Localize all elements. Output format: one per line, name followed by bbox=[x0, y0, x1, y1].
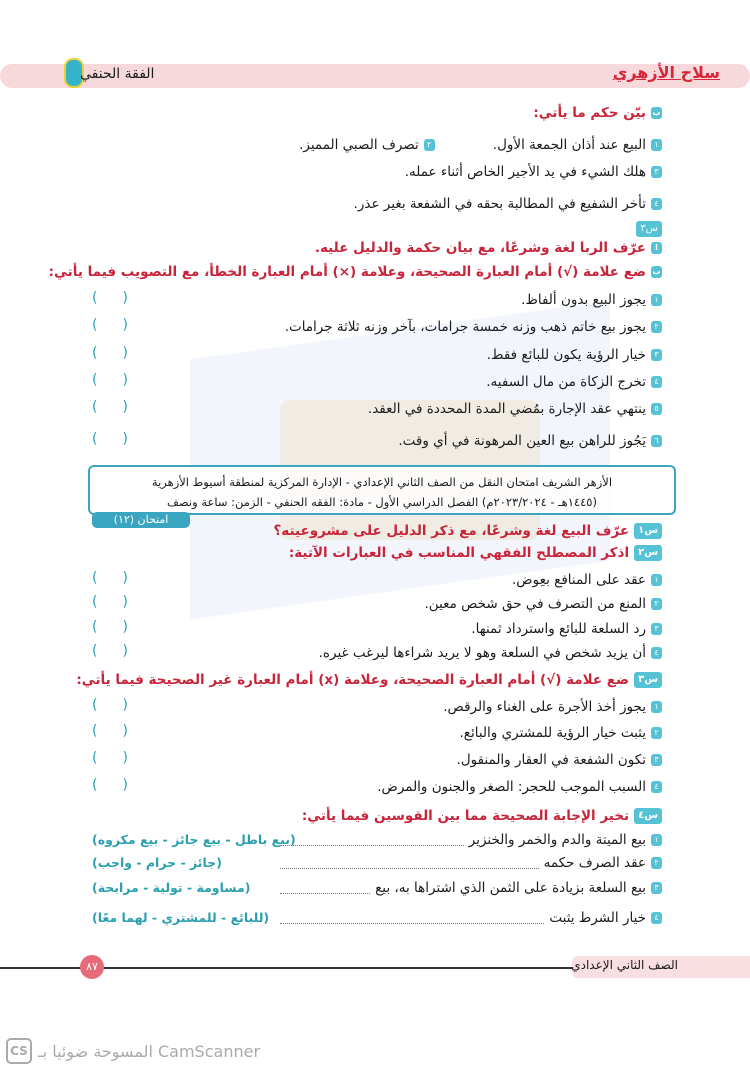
answer-parentheses[interactable] bbox=[92, 431, 128, 447]
number-badge: ١ bbox=[651, 701, 662, 713]
paren-close: ) bbox=[122, 317, 128, 333]
q-badge: س٣ bbox=[634, 672, 662, 688]
paren-open: ( bbox=[92, 345, 98, 361]
number-badge: ٤ bbox=[651, 647, 662, 659]
heading-text: عرّف البيع لغة وشرعًا، مع ذكر الدليل على مشروعيته؟ bbox=[273, 523, 630, 539]
number-badge: ٢ bbox=[651, 598, 662, 610]
item-text: يثبت خيار الرؤية للمشتري والبائع. bbox=[459, 725, 646, 741]
item-text: تخرج الزكاة من مال السفيه. bbox=[486, 374, 646, 390]
item-text: عقد الصرف حكمه bbox=[543, 855, 646, 871]
list-item bbox=[398, 431, 662, 451]
answer-blank[interactable] bbox=[280, 882, 370, 894]
exam-line: (١٤٤٥هـ - ٢٠٢٣/٢٠٢٤م) الفصل الدراسي الأول - مادة: الفقه الحنفي - الزمن: ساعة ونصف bbox=[167, 495, 597, 509]
q-badge: س٤ bbox=[634, 808, 662, 824]
item-text: تأخر الشفيع في المطالبة بحقه في الشفعة بغير عذر. bbox=[353, 196, 646, 212]
list-item bbox=[443, 697, 662, 717]
item-text: يَجُوز للراهن بيع العين المرهونة في أي وقت. bbox=[398, 433, 646, 449]
answer-parentheses[interactable] bbox=[92, 399, 128, 415]
list-item bbox=[405, 162, 662, 182]
item-text: بيع الميتة والدم والخمر والخنزير bbox=[468, 832, 646, 848]
heading-text: ضع علامة (√) أمام العبارة الصحيحة، وعلامة (×) أمام العبارة الخطأ، مع التصويب فيما يأتي: bbox=[48, 264, 646, 280]
label-badge: ب bbox=[652, 108, 661, 117]
item-text: البيع عند أذان الجمعة الأول. bbox=[492, 137, 646, 153]
paren-open: ( bbox=[92, 777, 98, 793]
list-item bbox=[424, 594, 662, 614]
list-item bbox=[486, 372, 662, 392]
number-badge: ١ bbox=[651, 294, 662, 306]
list-item bbox=[280, 830, 662, 850]
answer-parentheses[interactable] bbox=[92, 643, 128, 659]
paren-close: ) bbox=[122, 345, 128, 361]
answer-blank[interactable] bbox=[280, 834, 464, 846]
exam-tag: امتحان (١٢) bbox=[92, 512, 190, 528]
question-heading bbox=[49, 262, 662, 282]
item-text: يجوز بيع خاتم ذهب وزنه خمسة جرامات، بآخر وزنه ثلاثة جرامات. bbox=[284, 319, 646, 335]
paren-close: ) bbox=[122, 643, 128, 659]
list-item bbox=[280, 908, 662, 928]
list-item bbox=[280, 878, 662, 898]
paren-close: ) bbox=[122, 431, 128, 447]
number-badge: ٣ bbox=[651, 166, 662, 178]
question-heading bbox=[273, 521, 662, 541]
item-text: ينتهي عقد الإجارة بمُضي المدة المحددة في العقد. bbox=[367, 401, 646, 417]
question-heading bbox=[76, 670, 662, 690]
list-item bbox=[285, 317, 662, 337]
list-item bbox=[280, 853, 662, 873]
paren-close: ) bbox=[122, 290, 128, 306]
answer-parentheses[interactable] bbox=[92, 317, 128, 333]
list-item bbox=[354, 194, 662, 214]
item-text: السبب الموجب للحجر: الصغر والجنون والمرض. bbox=[377, 779, 646, 795]
list-item bbox=[299, 135, 662, 155]
number-badge: ٥ bbox=[651, 403, 662, 415]
paren-open: ( bbox=[92, 697, 98, 713]
paren-open: ( bbox=[92, 594, 98, 610]
answer-parentheses[interactable] bbox=[92, 777, 128, 793]
list-item bbox=[471, 619, 662, 639]
answer-parentheses[interactable] bbox=[92, 697, 128, 713]
paren-open: ( bbox=[92, 723, 98, 739]
camscanner-logo-icon: CS bbox=[6, 1038, 32, 1064]
footer-grade: الصف الثاني الإعدادي bbox=[571, 958, 678, 972]
list-item bbox=[459, 723, 662, 743]
number-badge: ١ bbox=[651, 574, 662, 586]
number-badge: ٢ bbox=[651, 857, 662, 869]
paren-close: ) bbox=[122, 697, 128, 713]
number-badge: ٣ bbox=[651, 349, 662, 361]
answer-parentheses[interactable] bbox=[92, 290, 128, 306]
paren-close: ) bbox=[122, 619, 128, 635]
paren-close: ) bbox=[122, 570, 128, 586]
heading-text: اذكر المصطلح الفقهي المناسب في العبارات الآتية: bbox=[288, 545, 630, 561]
label-badge: ب bbox=[652, 267, 661, 276]
list-item bbox=[487, 345, 662, 365]
brand-title: سلاح الأزهري bbox=[612, 63, 720, 82]
list-item bbox=[521, 290, 662, 310]
item-text: يجوز البيع بدون ألفاظ. bbox=[521, 292, 646, 308]
number-badge: ٣ bbox=[651, 623, 662, 635]
list-item bbox=[377, 777, 662, 797]
answer-parentheses[interactable] bbox=[92, 345, 128, 361]
exam-line: الأزهر الشريف امتحان النقل من الصف الثاني الإعدادي - الإدارة المركزية لمنطقة أسيوط الأزهرية bbox=[151, 475, 613, 489]
q-badge: س٢ bbox=[634, 545, 662, 561]
heading-text: تخير الإجابة الصحيحة مما بين القوسين فيما يأتي: bbox=[301, 808, 630, 824]
number-badge: ١ bbox=[651, 139, 662, 151]
question-heading bbox=[302, 806, 662, 826]
item-text: بيع السلعة بزيادة على الثمن الذي اشتراها به، بيع bbox=[375, 880, 646, 896]
heading-text: ضع علامة (√) أمام العبارة الصحيحة، وعلامة (x) أمام العبارة غير الصحيحة فيما يأتي: bbox=[76, 672, 630, 688]
number-badge: ٢ bbox=[651, 727, 662, 739]
answer-blank[interactable] bbox=[280, 857, 539, 869]
page-number: ٨٧ bbox=[80, 955, 104, 979]
answer-blank[interactable] bbox=[280, 912, 544, 924]
number-badge: ٢ bbox=[424, 139, 435, 151]
q-badge: س١ bbox=[634, 523, 662, 539]
answer-parentheses[interactable] bbox=[92, 570, 128, 586]
paren-close: ) bbox=[122, 399, 128, 415]
paren-open: ( bbox=[92, 317, 98, 333]
subject-title: الفقة الحنفي bbox=[80, 66, 155, 82]
paren-open: ( bbox=[92, 290, 98, 306]
paren-open: ( bbox=[92, 570, 98, 586]
number-badge: ٤ bbox=[651, 781, 662, 793]
camscanner-text: المسوحة ضوئيا بـ CamScanner bbox=[38, 1041, 261, 1061]
question-heading bbox=[315, 238, 662, 258]
list-item bbox=[368, 399, 662, 419]
paren-open: ( bbox=[92, 399, 98, 415]
camscanner-watermark bbox=[6, 1038, 260, 1064]
list-item bbox=[512, 570, 662, 590]
number-badge: ٤ bbox=[651, 198, 662, 210]
number-badge: ٣ bbox=[651, 754, 662, 766]
paren-close: ) bbox=[122, 594, 128, 610]
paren-close: ) bbox=[122, 777, 128, 793]
number-badge: ٦ bbox=[651, 435, 662, 447]
paren-close: ) bbox=[122, 372, 128, 388]
answer-choices: (جائز - حرام - واجب) bbox=[92, 855, 222, 870]
question-badge bbox=[636, 219, 662, 239]
item-text: عقد على المنافع بعِوض. bbox=[512, 572, 646, 588]
paren-open: ( bbox=[92, 750, 98, 766]
answer-parentheses[interactable] bbox=[92, 723, 128, 739]
paren-open: ( bbox=[92, 619, 98, 635]
answer-parentheses[interactable] bbox=[92, 594, 128, 610]
number-badge: ١ bbox=[651, 834, 662, 846]
heading-text: عرّف الربا لغة وشرعًا، مع بيان حكمة والدليل عليه. bbox=[314, 240, 646, 256]
item-text: أن يزيد شخص في السلعة وهو لا يريد شراءها ليرغب غيره. bbox=[318, 645, 646, 661]
paren-open: ( bbox=[92, 372, 98, 388]
answer-choices: (للبائع - للمشتري - لهما معًا) bbox=[92, 910, 270, 925]
answer-parentheses[interactable] bbox=[92, 372, 128, 388]
number-badge: ٤ bbox=[651, 912, 662, 924]
answer-parentheses[interactable] bbox=[92, 619, 128, 635]
heading-text: بيّن حكم ما يأتي: bbox=[533, 105, 646, 121]
item-text: هلك الشيء في يد الأجير الخاص أثناء عمله. bbox=[404, 164, 646, 180]
list-item bbox=[457, 750, 662, 770]
paren-open: ( bbox=[92, 643, 98, 659]
section-heading bbox=[533, 103, 662, 123]
q-badge: س٣ bbox=[636, 221, 662, 237]
question-heading bbox=[289, 543, 662, 563]
item-text: خيار الشرط يثبت bbox=[549, 910, 646, 926]
number-badge: ٢ bbox=[651, 321, 662, 333]
number-badge: ٣ bbox=[651, 882, 662, 894]
item-text: يجوز أخذ الأجرة على الغناء والرقص. bbox=[443, 699, 646, 715]
paren-close: ) bbox=[122, 723, 128, 739]
answer-choices: (مساومة - تولية - مرابحة) bbox=[92, 880, 251, 895]
number-badge: ٤ bbox=[651, 376, 662, 388]
item-text: المنع من التصرف في حق شخص معين. bbox=[424, 596, 646, 612]
paren-close: ) bbox=[122, 750, 128, 766]
item-text: خيار الرؤية يكون للبائع فقط. bbox=[486, 347, 646, 363]
item-text: تكون الشفعة في العقار والمنقول. bbox=[456, 752, 646, 768]
label-badge: ا bbox=[651, 242, 662, 254]
answer-choices: (بيع باطل - بيع جائز - بيع مكروه) bbox=[92, 832, 296, 847]
paren-open: ( bbox=[92, 431, 98, 447]
answer-parentheses[interactable] bbox=[92, 750, 128, 766]
list-item bbox=[319, 643, 662, 663]
item-text: تصرف الصبي المميز. bbox=[299, 137, 419, 153]
exam-info-box bbox=[88, 465, 676, 515]
item-text: رد السلعة للبائع واسترداد ثمنها. bbox=[471, 621, 646, 637]
